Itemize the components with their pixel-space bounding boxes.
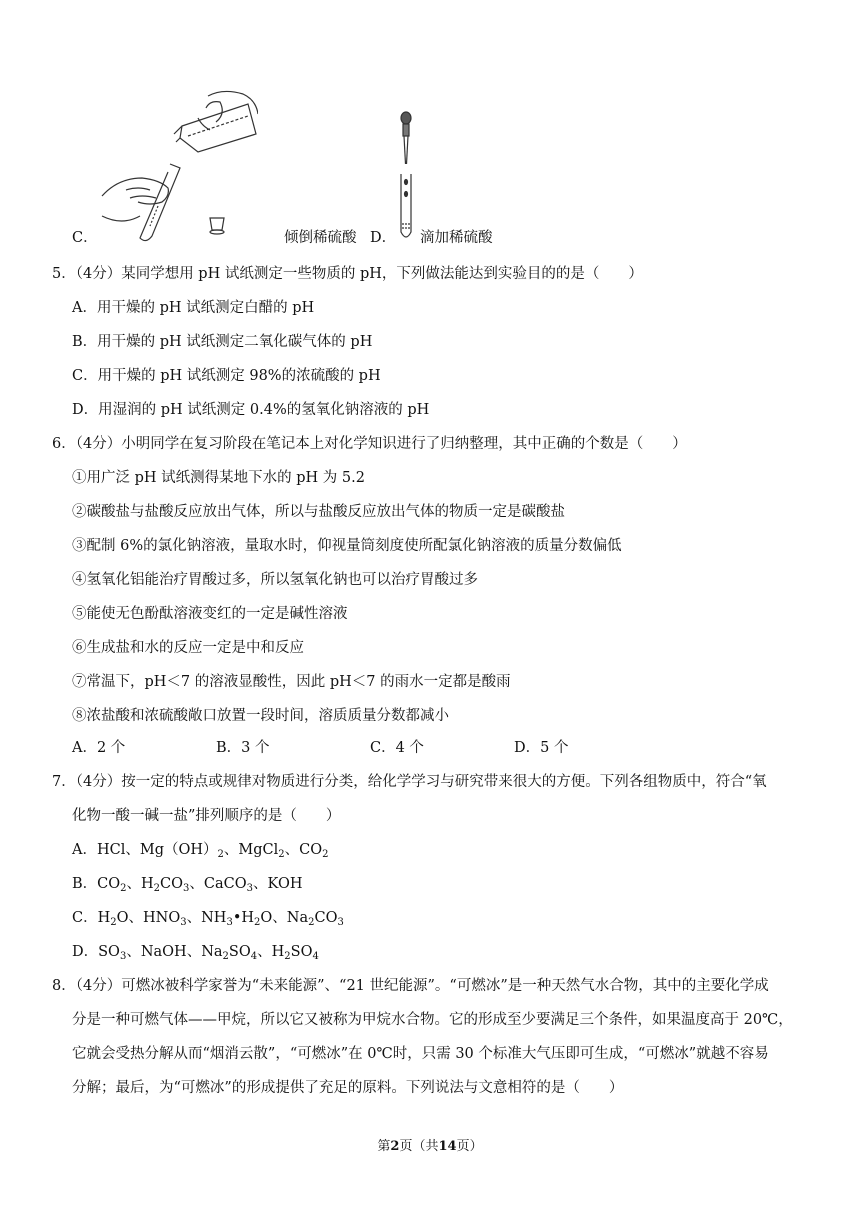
q6-option-a: A．2 个	[72, 740, 126, 756]
q8-line-4: 分解；最后，为“可燃冰”的形成提供了充足的原料。下列说法与文意相符的是（ ）	[72, 1080, 624, 1096]
q7-option-a: A．HCl、$Mg(OH)_2$、MgCl$_2$、$CO_2$	[72, 842, 329, 860]
q5-option-a: A．用干燥的 pH 试纸测定白醋的 pH	[72, 300, 315, 316]
q6-options-row	[72, 738, 772, 758]
q7-option-d: D．$SO_3$、NaOH、$Na_2SO_4$、$H_2SO_4$	[72, 944, 319, 962]
q6-option-d: D．5 个	[514, 740, 569, 756]
page-footer: 第2页（共14页）	[377, 1139, 483, 1154]
q4-option-d-caption: 滴加稀硫酸	[420, 230, 493, 246]
q6-item-4: ④氢氧化铝能治疗胃酸过多，所以氢氧化钠也可以治疗胃酸过多	[72, 572, 478, 588]
dropper-and-tube-illustration	[394, 108, 418, 244]
q5-stem: 5．（4分）某同学想用 pH 试纸测定一些物质的 pH，下列做法能达到实验目的的是（ ）	[52, 266, 643, 282]
total-page-number: 14	[438, 1139, 457, 1154]
q8-line-3: 它就会受热分解从而“烟消云散”，“可燃冰”在 0℃时，只需 30 个标准大气压即可生成，“可燃冰”就越不容易	[72, 1046, 769, 1062]
q7-stem-line-1: 7．（4分）按一定的特点或规律对物质进行分类，给化学学习与研究带来很大的方便。下列各组物质中，符合“氧	[52, 774, 767, 790]
pouring-acid-illustration	[98, 86, 258, 246]
q8-line-1: 8．（4分）可燃冰被科学家誉为“未来能源”、“21 世纪能源”。“可燃冰”是一种天然气水合物，其中的主要化学成	[52, 978, 769, 994]
q8-line-2: 分是一种可燃气体——甲烷，所以它又被称为甲烷水合物。它的形成至少要满足三个条件，如果温度高于 20℃，	[72, 1012, 793, 1028]
q5-option-d: D．用湿润的 pH 试纸测定 0.4%的氢氧化钠溶液的 pH	[72, 402, 430, 418]
q6-stem: 6．（4分）小明同学在复习阶段在笔记本上对化学知识进行了归纳整理，其中正确的个数是（ ）	[52, 436, 687, 452]
q4-option-c-caption: 倾倒稀硫酸	[284, 230, 357, 246]
q6-item-2: ②碳酸盐与盐酸反应放出气体，所以与盐酸反应放出气体的物质一定是碳酸盐	[72, 504, 565, 520]
q6-item-8: ⑧浓盐酸和浓硫酸敞口放置一段时间，溶质质量分数都减小	[72, 708, 449, 724]
q5-option-b: B．用干燥的 pH 试纸测定二氧化碳气体的 pH	[72, 334, 373, 350]
q6-item-7: ⑦常温下，pH＜7 的溶液显酸性，因此 pH＜7 的雨水一定都是酸雨	[72, 674, 511, 690]
q4-option-d-label: D．	[370, 230, 397, 246]
q6-item-1: ①用广泛 pH 试纸测得某地下水的 pH 为 5.2	[72, 470, 365, 486]
current-page-number: 2	[390, 1139, 400, 1154]
q7-option-b: B．$CO_2$、$H_2CO_3$、CaCO$_3$、KOH	[72, 876, 303, 894]
q4-option-c-label: C．	[72, 230, 98, 246]
q6-item-3: ③配制 6%的氯化钠溶液，量取水时，仰视量筒刻度使所配氯化钠溶液的质量分数偏低	[72, 538, 622, 554]
q7-option-c: C．$H_2O$、$HNO_3$、$NH_3•H_2O$、$Na_2CO_3$	[72, 910, 344, 928]
q5-option-c: C．用干燥的 pH 试纸测定 98%的浓硫酸的 pH	[72, 368, 381, 384]
q6-item-6: ⑥生成盐和水的反应一定是中和反应	[72, 640, 304, 656]
q6-option-c: C．4 个	[370, 740, 424, 756]
q6-option-b: B．3 个	[216, 740, 270, 756]
q7-stem-line-2: 化物一酸一碱一盐”排列顺序的是（ ）	[72, 808, 341, 824]
q6-item-5: ⑤能使无色酚酞溶液变红的一定是碱性溶液	[72, 606, 348, 622]
